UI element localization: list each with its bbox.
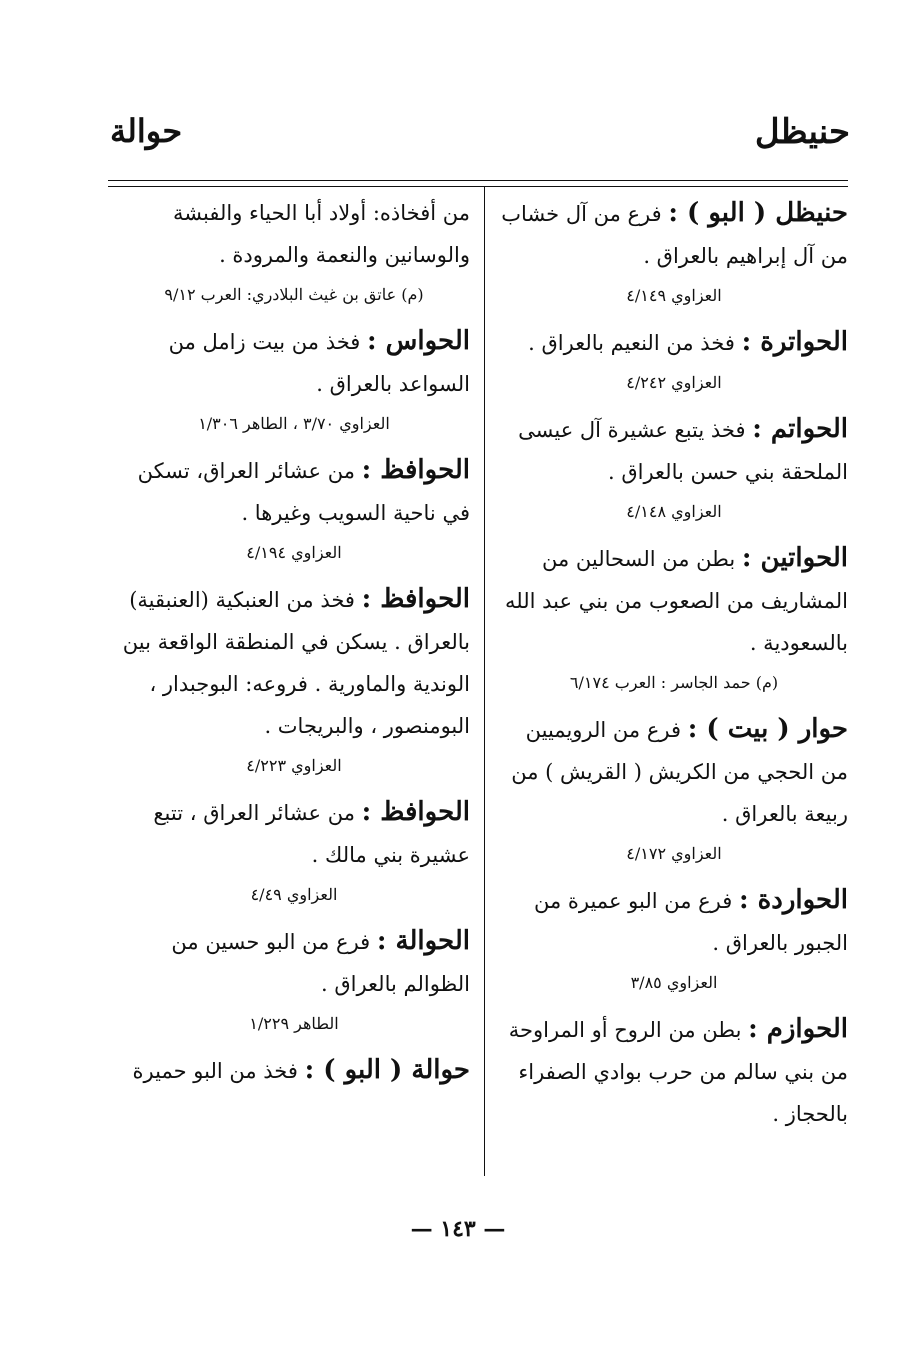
entry-text: فرع من البو حسين من الظوالم بالعراق . [171, 930, 470, 996]
entry-source: العزاوي ٣/٨٥ [630, 973, 718, 992]
entry [118, 320, 470, 439]
entry-source: العزاوي ٤/١٧٢ [626, 844, 722, 863]
entry-headword: الحواترة : [741, 327, 848, 357]
entry-text: فرع من الرويميين من الحجي من الكريش ( القريش ) من ربيعة بالعراق . [511, 718, 848, 826]
entry-text: فخذ من النعيم بالعراق . [528, 331, 735, 355]
entry [500, 1008, 848, 1135]
entry-headword: الحواردة : [739, 885, 848, 915]
entry-text: فرع من البو عميرة من الجبور بالعراق . [533, 889, 848, 955]
entry-headword: الحوافظ : [361, 455, 470, 485]
entry [118, 578, 470, 781]
entry [118, 1049, 470, 1092]
entry [500, 192, 848, 311]
entry-source: العزاوي ٤/٢٤٢ [626, 373, 722, 392]
header-rule-top [108, 180, 848, 181]
entry-headword: الحواس : [367, 326, 470, 356]
header-rule-bottom [108, 186, 848, 187]
page-number: — ١٤٣ — [410, 1216, 506, 1242]
column-divider [484, 186, 485, 1176]
right-column [500, 192, 848, 1135]
entry-headword: الحواتين : [741, 543, 848, 573]
entry-source: العزاوي ٤/١٩٤ [246, 543, 342, 562]
entry [118, 920, 470, 1039]
entry-headword: الحوافظ : [361, 584, 470, 614]
entry-text: بطن من السحالين من المشاريف من الصعوب من بني عبد الله بالسعودية . [505, 547, 848, 655]
entry [500, 408, 848, 527]
running-header [110, 112, 850, 162]
entry-text: فخذ من بيت زامل من السواعد بالعراق . [168, 330, 470, 396]
entry-source: الطاهر ١/٢٢٩ [249, 1014, 339, 1033]
entry-headword: الحواتم : [752, 414, 848, 444]
entry-headword: حوار ( بيت ) : [687, 714, 848, 744]
entry-text: من عشائر العراق، تسكن في ناحية السويب وغيرها . [137, 459, 470, 525]
entry-headword: حنيظل ( البو ) : [668, 198, 848, 228]
entry-source: العزاوي ٤/٤٩ [250, 885, 338, 904]
entry [500, 537, 848, 698]
entry-text: من عشائر العراق ، تتبع عشيرة بني مالك . [153, 801, 470, 867]
left-column [118, 192, 470, 1092]
entry-text: فخذ يتبع عشيرة آل عيسى الملحقة بني حسن بالعراق . [518, 418, 848, 484]
entry-headword: حوالة ( البو ) : [304, 1055, 470, 1085]
entry-text: من أفخاذه: أولاد أبا الحياء والفبشة والوسانين والنعمة والمرودة . [173, 201, 470, 267]
entry [118, 449, 470, 568]
entry-headword: الحوافظ : [361, 797, 470, 827]
entry-source: العزاوي ٣/٧٠ ، الطاهر ١/٣٠٦ [198, 414, 390, 433]
entry-text: بطن من الروح أو المراوحة من بني سالم من حرب بوادي الصفراء بالحجاز . [508, 1018, 848, 1126]
entry-source: (م) حمد الجاسر : العرب ٦/١٧٤ [569, 673, 779, 692]
entry-text: فخذ من العنبكية (العنبقية) بالعراق . يسكن في المنطقة الواقعة بين الوندية والماورية . فروعه: البوجبدار ، البومنصور ، والبريجات . [122, 588, 470, 738]
entry-text: فرع من آل خشاب من آل إبراهيم بالعراق . [501, 202, 848, 268]
entry [118, 791, 470, 910]
entry [500, 879, 848, 998]
header-left-title: حوالة [110, 112, 183, 150]
entry-source: العزاوي ٤/١٤٩ [626, 286, 722, 305]
entry-text: فخذ من البو حميرة [132, 1059, 298, 1083]
entry-headword: الحوالة : [376, 926, 470, 956]
entry-source: العزاوي ٤/١٤٨ [626, 502, 722, 521]
header-right-title: حنيظل [754, 112, 850, 152]
entry [500, 321, 848, 398]
entry [118, 192, 470, 310]
entry-source: (م) عاتق بن غيث البلادري: العرب ٩/١٢ [164, 285, 424, 304]
entry [500, 708, 848, 869]
entry-source: العزاوي ٤/٢٢٣ [246, 756, 342, 775]
entry-headword: الحوازم : [748, 1014, 848, 1044]
